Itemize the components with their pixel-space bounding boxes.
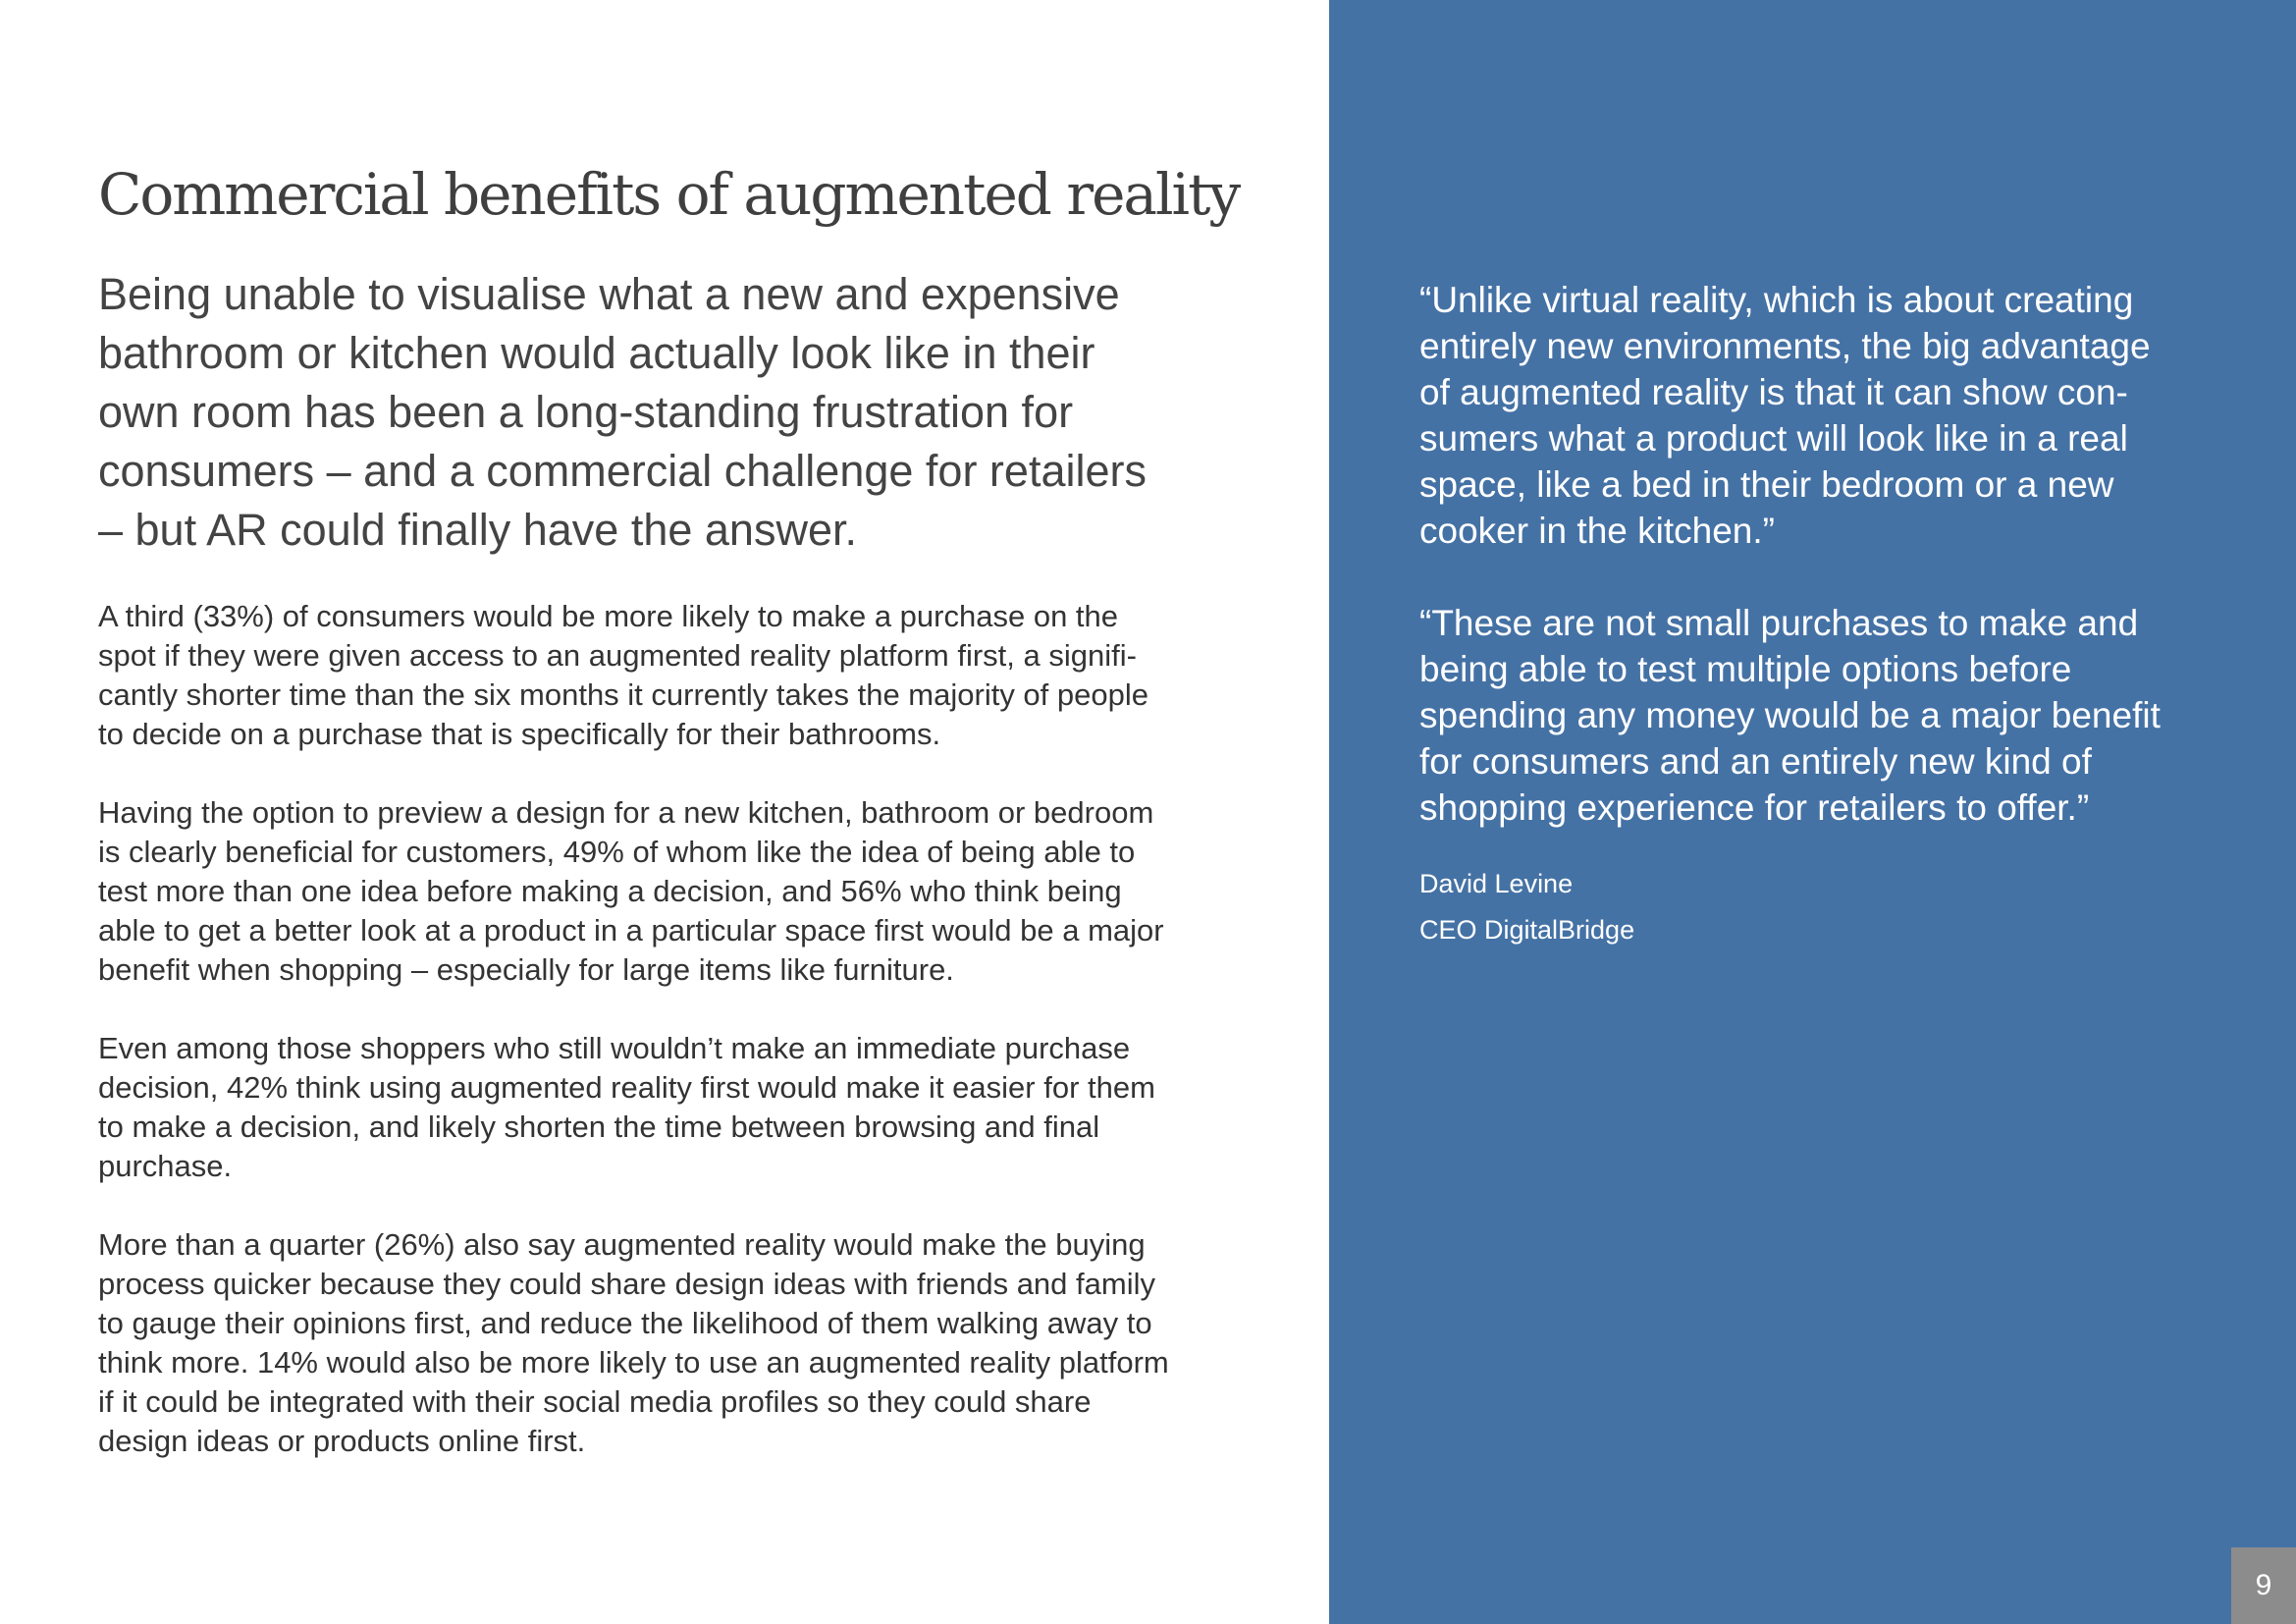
lead-paragraph bbox=[98, 265, 1325, 560]
lead-line: consumers – and a commercial challenge for retailers bbox=[98, 446, 1147, 496]
quote-line: for consumers and an entirely new kind of bbox=[1419, 741, 2092, 782]
quote-panel bbox=[1329, 0, 2296, 1624]
lead-line: own room has been a long-standing frustration for bbox=[98, 387, 1074, 437]
quote-line: being able to test multiple options before bbox=[1419, 649, 2072, 689]
quote-line: “Unlike virtual reality, which is about creating bbox=[1419, 280, 2134, 320]
body-paragraph-1 bbox=[98, 597, 1325, 754]
quote-2 bbox=[1419, 600, 2283, 831]
quotes bbox=[1419, 277, 2283, 877]
text-line: if it could be integrated with their social media profiles so they could share bbox=[98, 1384, 1092, 1419]
text-line: think more. 14% would also be more likely to use an augmented reality platform bbox=[98, 1345, 1169, 1380]
lead-line: bathroom or kitchen would actually look like in their bbox=[98, 328, 1095, 378]
text-line: More than a quarter (26%) also say augmented reality would make the buying bbox=[98, 1227, 1146, 1262]
text-line: to decide on a purchase that is specifically for their bathrooms. bbox=[98, 717, 941, 751]
quote-line: entirely new environments, the big advantage bbox=[1419, 326, 2151, 366]
page-number: 9 bbox=[2231, 1547, 2296, 1624]
quote-line: shopping experience for retailers to offer.” bbox=[1419, 787, 2090, 828]
body-paragraph-3 bbox=[98, 1029, 1325, 1186]
body-paragraph-4 bbox=[98, 1225, 1325, 1461]
attribution-name: David Levine bbox=[1419, 869, 1574, 898]
text-line: cantly shorter time than the six months it currently takes the majority of people bbox=[98, 677, 1148, 712]
body-paragraph-2 bbox=[98, 793, 1325, 990]
quote-line: cooker in the kitchen.” bbox=[1419, 511, 1775, 551]
text-line: decision, 42% think using augmented reality first would make it easier for them bbox=[98, 1070, 1155, 1105]
quote-line: spending any money would be a major benefit bbox=[1419, 695, 2161, 735]
text-line: Even among those shoppers who still wouldn’t make an immediate purchase bbox=[98, 1031, 1131, 1065]
text-line: to make a decision, and likely shorten the time between browsing and final bbox=[98, 1110, 1100, 1144]
text-line: A third (33%) of consumers would be more likely to make a purchase on the bbox=[98, 599, 1119, 633]
body-text bbox=[98, 597, 1325, 1500]
text-line: is clearly beneficial for customers, 49% of whom like the idea of being able to bbox=[98, 835, 1136, 869]
text-line: to gauge their opinions first, and reduce the likelihood of them walking away to bbox=[98, 1306, 1152, 1340]
lead-line: Being unable to visualise what a new and expensive bbox=[98, 269, 1120, 319]
attribution-role: CEO DigitalBridge bbox=[1419, 915, 1635, 945]
quote-1 bbox=[1419, 277, 2283, 554]
quote-line: “These are not small purchases to make and bbox=[1419, 603, 2139, 643]
text-line: benefit when shopping – especially for large items like furniture. bbox=[98, 952, 954, 987]
text-line: Having the option to preview a design for a new kitchen, bathroom or bedroom bbox=[98, 795, 1154, 830]
text-line: able to get a better look at a product in a particular space first would be a major bbox=[98, 913, 1164, 947]
page-title: Commercial benefits of augmented reality bbox=[98, 161, 1240, 228]
quote-line: space, like a bed in their bedroom or a new bbox=[1419, 464, 2114, 505]
text-line: process quicker because they could share design ideas with friends and family bbox=[98, 1267, 1155, 1301]
quote-line: sumers what a product will look like in a real bbox=[1419, 418, 2128, 459]
text-line: purchase. bbox=[98, 1149, 233, 1183]
text-line: design ideas or products online first. bbox=[98, 1424, 586, 1458]
lead-line: – but AR could finally have the answer. bbox=[98, 505, 857, 555]
text-line: test more than one idea before making a decision, and 56% who think being bbox=[98, 874, 1122, 908]
quote-line: of augmented reality is that it can show con- bbox=[1419, 372, 2128, 412]
text-line: spot if they were given access to an augmented reality platform first, a signifi- bbox=[98, 638, 1137, 673]
